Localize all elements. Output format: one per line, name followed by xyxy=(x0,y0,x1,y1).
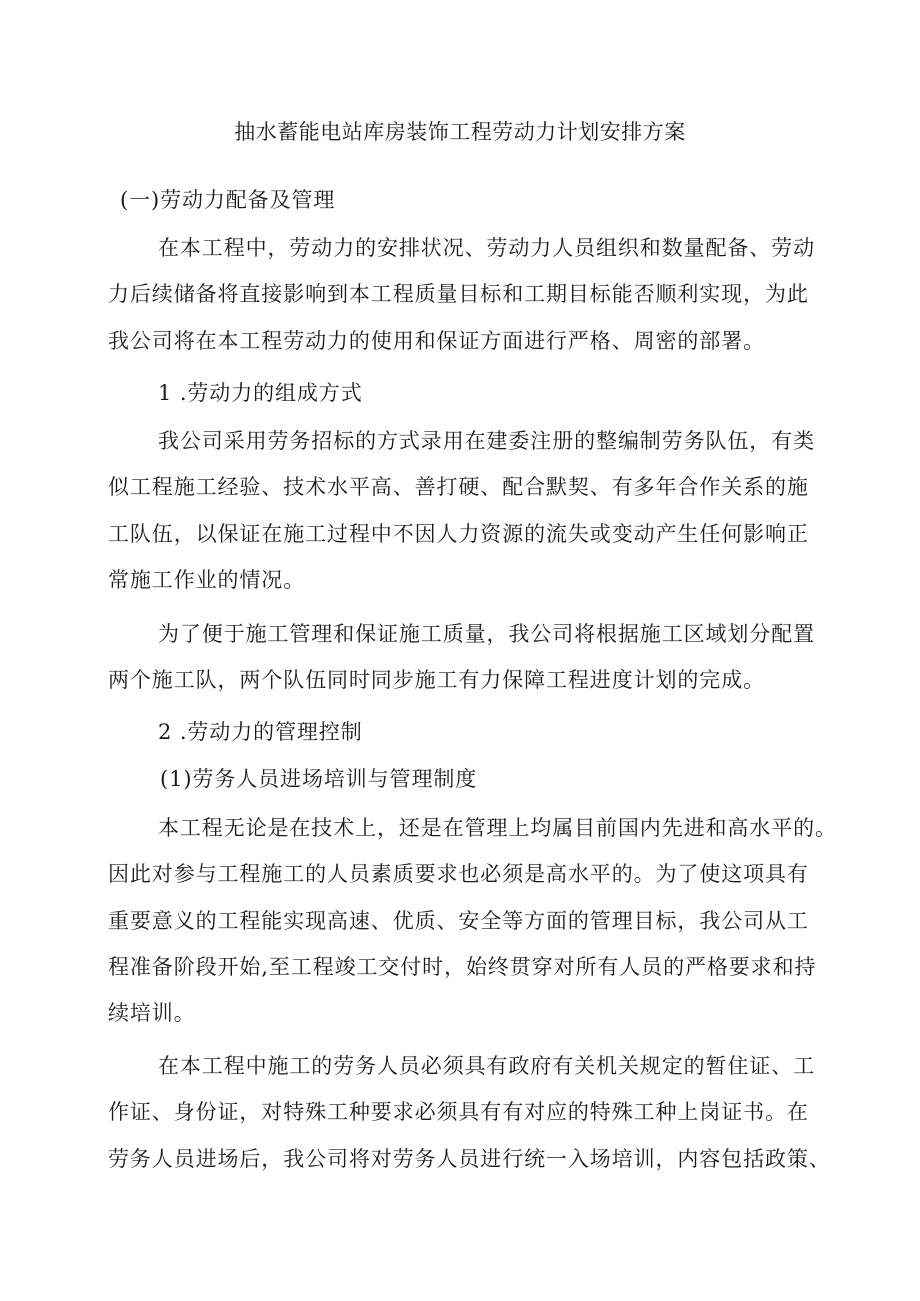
paragraph-line: 工队伍，以保证在施工过程中不因人力资源的流失或变动产生任何影响正 xyxy=(108,522,809,546)
paragraph-line: 劳务人员进场后，我公司将对劳务人员进行统一入场培训，内容包括政策、 xyxy=(108,1147,831,1171)
paragraph-line: 因此对参与工程施工的人员素质要求也必须是高水平的。为了使这项具有 xyxy=(108,862,809,886)
paragraph-line: 力后续储备将直接影响到本工程质量目标和工期目标能否顺利实现，为此 xyxy=(108,282,809,306)
paragraph-line: 重要意义的工程能实现高速、优质、安全等方面的管理目标，我公司从工 xyxy=(108,909,809,933)
subsection-heading: 2 .劳动力的管理控制 xyxy=(158,720,363,744)
subsection-heading: 1 .劳动力的组成方式 xyxy=(158,381,363,405)
paragraph-line: 我公司采用劳务招标的方式录用在建委注册的整编制劳务队伍，有类 xyxy=(158,429,815,453)
paragraph-line: 在本工程中施工的劳务人员必须具有政府有关机关规定的暂住证、工 xyxy=(158,1054,815,1078)
document-title: 抽水蓄能电站库房装饰工程劳动力计划安排方案 xyxy=(234,120,686,144)
section-heading: (一)劳动力配备及管理 xyxy=(120,188,336,212)
paragraph-line: 续培训。 xyxy=(108,1001,196,1025)
paragraph-line: 常施工作业的情况。 xyxy=(108,568,306,592)
paragraph-line: 两个施工队，两个队伍同时同步施工有力保障工程进度计划的完成。 xyxy=(108,668,765,692)
sub-subsection-heading: (1)劳务人员进场培训与管理制度 xyxy=(160,767,478,791)
paragraph-line: 作证、身份证，对特殊工种要求必须具有有对应的特殊工种上岗证书。在 xyxy=(108,1100,809,1124)
paragraph-line: 程准备阶段开始,至工程竣工交付时，始终贯穿对所有人员的严格要求和持 xyxy=(108,955,817,979)
paragraph-line: 本工程无论是在技术上，还是在管理上均属目前国内先进和高水平的。 xyxy=(158,816,837,840)
paragraph-line: 似工程施工经验、技术水平高、善打硬、配合默契、有多年合作关系的施 xyxy=(108,475,809,499)
paragraph-line: 在本工程中，劳动力的安排状况、劳动力人员组织和数量配备、劳动 xyxy=(158,236,815,260)
paragraph-line: 我公司将在本工程劳动力的使用和保证方面进行严格、周密的部署。 xyxy=(108,329,765,353)
paragraph-line: 为了便于施工管理和保证施工质量，我公司将根据施工区域划分配置 xyxy=(158,622,815,646)
